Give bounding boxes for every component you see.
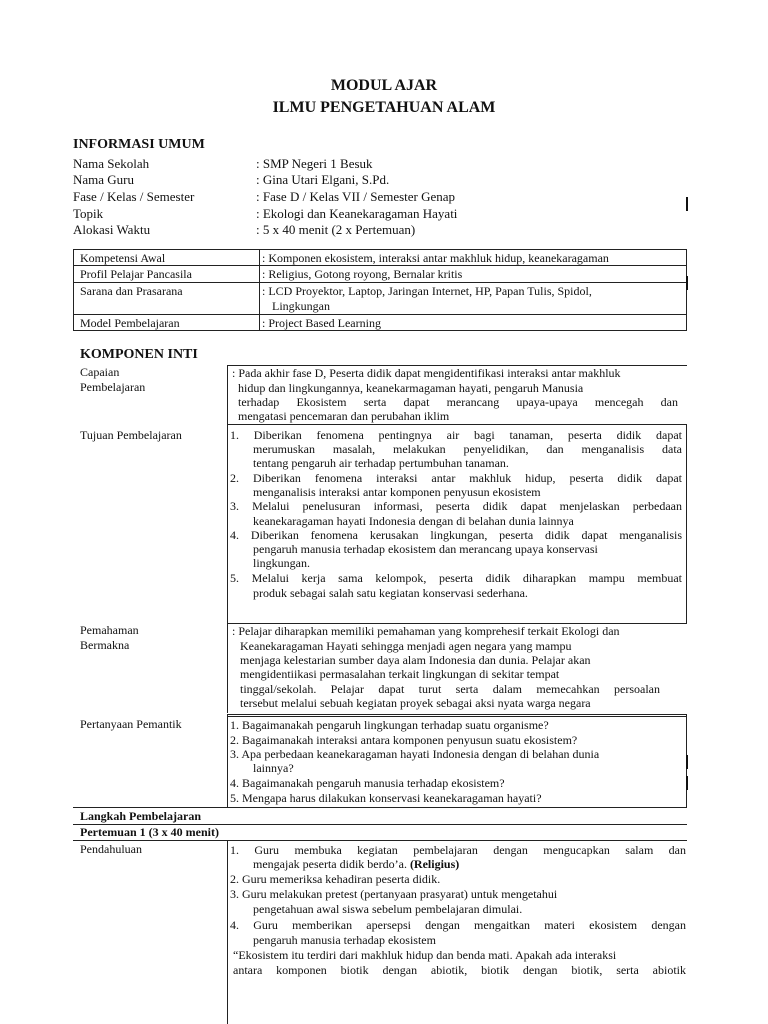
info-value: : Fase D / Kelas VII / Semester Genap [256, 189, 456, 204]
tujuan-item: lingkungan. [253, 556, 310, 570]
info-label: Topik [73, 206, 104, 221]
table1-value: : Religius, Gotong royong, Bernalar kritis [262, 267, 463, 281]
tujuan-item: menganalisis interaksi antar komponen penyusun ekosistem [253, 485, 541, 499]
pendahuluan-item: “Ekosistem itu terdiri dari makhluk hidup dan benda mati. Apakah ada interaksi [233, 948, 617, 962]
tujuan-item: merumuskan masalah, melakukan penyelidikan, dan menganalisis data [253, 442, 682, 456]
pemahaman-text: tinggal/sekolah. Pelajar dapat turut serta dalam memecahkan persoalan [240, 682, 660, 696]
capaian-text: : Pada akhir fase D, Peserta didik dapat mengidentifikasi interaksi antar makhluk [232, 366, 621, 380]
table1-label: Profil Pelajar Pancasila [80, 267, 192, 281]
tujuan-item: 3. Melalui penelusuran informasi, peserta didik dapat menjelaskan perbedaan [230, 499, 682, 513]
info-label: Nama Sekolah [73, 156, 150, 171]
pendahuluan-item-row [253, 857, 459, 872]
info-umum-heading: INFORMASI UMUM [73, 137, 205, 152]
capaian-text: hidup dan lingkungannya, keanekarmagaman hayati, pengaruh Manusia [238, 381, 584, 395]
pendahuluan-item: 1. Guru membuka kegiatan pembelajaran dengan mengucapkan salam dan [230, 843, 686, 857]
table1-value: : LCD Proyektor, Laptop, Jaringan Internet, HP, Papan Tulis, Spidol, [262, 284, 592, 298]
tujuan-item: 1. Diberikan fenomena pentingnya air bagi tanaman, peserta didik dapat [230, 428, 682, 442]
pertanyaan-item: 2. Bagaimanakah interaksi antara komponen penyusun suatu ekosistem? [230, 733, 578, 747]
doc-subtitle: ILMU PENGETAHUAN ALAM [272, 99, 496, 116]
pertanyaan-item: 5. Mengapa harus dilakukan konservasi keanekaragaman hayati? [230, 791, 542, 805]
table1-label: Kompetensi Awal [80, 251, 166, 265]
pemahaman-label: Pemahaman [80, 623, 139, 637]
pertanyaan-item: 3. Apa perbedaan keanekaragaman hayati Indonesia dengan di belahan dunia [230, 747, 600, 761]
tujuan-item: 2. Diberikan fenomena interaksi antar makhluk hidup, peserta didik dapat [230, 471, 682, 485]
table1-value: : Project Based Learning [262, 316, 381, 330]
doc-title: MODUL AJAR [330, 77, 438, 94]
table1-value-cont: Lingkungan [272, 299, 330, 313]
info-value: : SMP Negeri 1 Besuk [256, 156, 373, 171]
komponen-inti-heading: KOMPONEN INTI [80, 347, 198, 362]
tujuan-item: keanekaragaman hayati Indonesia dengan di belahan dunia lainnya [253, 514, 574, 528]
pendahuluan-item: 2. Guru memeriksa kehadiran peserta didik. [230, 872, 441, 886]
capaian-label-2: Pembelajaran [80, 380, 146, 394]
info-value: : Gina Utari Elgani, S.Pd. [256, 172, 390, 187]
info-value: : Ekologi dan Keanekaragaman Hayati [256, 206, 458, 221]
capaian-text: terhadap Ekosistem serta dapat merancang upaya-upaya mencegah dan [238, 395, 678, 409]
pertanyaan-item: 1. Bagaimanakah pengaruh lingkungan terhadap suatu organisme? [230, 718, 549, 732]
pertemuan-heading: Pertemuan 1 (3 x 40 menit) [80, 825, 219, 839]
pendahuluan-item: pengaruh manusia terhadap ekosistem [253, 933, 436, 947]
pemahaman-text: : Pelajar diharapkan memiliki pemahaman yang komprehesif terkait Ekologi dan [232, 624, 620, 638]
info-label: Fase / Kelas / Semester [73, 189, 195, 204]
info-label: Alokasi Waktu [73, 222, 151, 237]
pemahaman-text: tersebut melalui sebuah kegiatan proyek sebagai aksi nyata warga negara [240, 696, 591, 710]
pendahuluan-item: 3. Guru melakukan pretest (pertanyaan prasyarat) untuk mengetahui [230, 887, 558, 901]
pemahaman-text: menjaga kelestarian sumber daya alam Indonesia dan dunia. Pelajar akan [240, 653, 591, 667]
langkah-heading: Langkah Pembelajaran [80, 809, 202, 823]
info-value: : 5 x 40 menit (2 x Pertemuan) [256, 222, 416, 237]
capaian-label: Capaian [80, 365, 120, 379]
pendahuluan-label: Pendahuluan [80, 842, 142, 856]
pertanyaan-item: lainnya? [253, 761, 294, 775]
pemahaman-text: Keanekaragaman Hayati sehingga menjadi agen negara yang mampu [240, 639, 572, 653]
religius-tag: (Religius) [409, 857, 460, 871]
pendahuluan-item: antara komponen biotik dengan abiotik, biotik dengan biotik, serta abiotik [233, 963, 686, 977]
table1-label: Sarana dan Prasarana [80, 284, 183, 298]
tujuan-item: pengaruh manusia terhadap ekosistem dan merancang upaya konservasi [253, 542, 598, 556]
tujuan-item: 4. Diberikan fenomena kerusakan lingkungan, peserta didik dapat menganalisis [230, 528, 682, 542]
tujuan-item: produk sebagai salah satu kegiatan konservasi sederhana. [253, 586, 528, 600]
tujuan-item: tentang pengaruh air terhadap pertumbuhan tanaman. [253, 456, 509, 470]
info-label: Nama Guru [73, 172, 135, 187]
pemahaman-label-2: Bermakna [80, 638, 130, 652]
pendahuluan-item: pengetahuan awal siswa sebelum pembelajaran dimulai. [253, 902, 523, 916]
capaian-text: mengatasi pencemaran dan perubahan iklim [238, 409, 450, 423]
table1-value: : Komponen ekosistem, interaksi antar makhluk hidup, keanekaragaman [262, 251, 609, 265]
tujuan-label: Tujuan Pembelajaran [80, 428, 182, 442]
pendahuluan-item: mengajak peserta didik berdo’a. [253, 857, 407, 871]
table1-label: Model Pembelajaran [80, 316, 180, 330]
pendahuluan-item: 4. Guru memberikan apersepsi dengan mengaitkan materi ekosistem dengan [230, 918, 686, 932]
pertanyaan-label: Pertanyaan Pemantik [80, 717, 182, 731]
tujuan-item: 5. Melalui kerja sama kelompok, peserta didik diharapkan mampu membuat [230, 571, 682, 585]
pertanyaan-item: 4. Bagaimanakah pengaruh manusia terhadap ekosistem? [230, 776, 505, 790]
pemahaman-text: mengidentiikasi permasalahan terkait lingkungan di sekitar tempat [240, 667, 560, 681]
